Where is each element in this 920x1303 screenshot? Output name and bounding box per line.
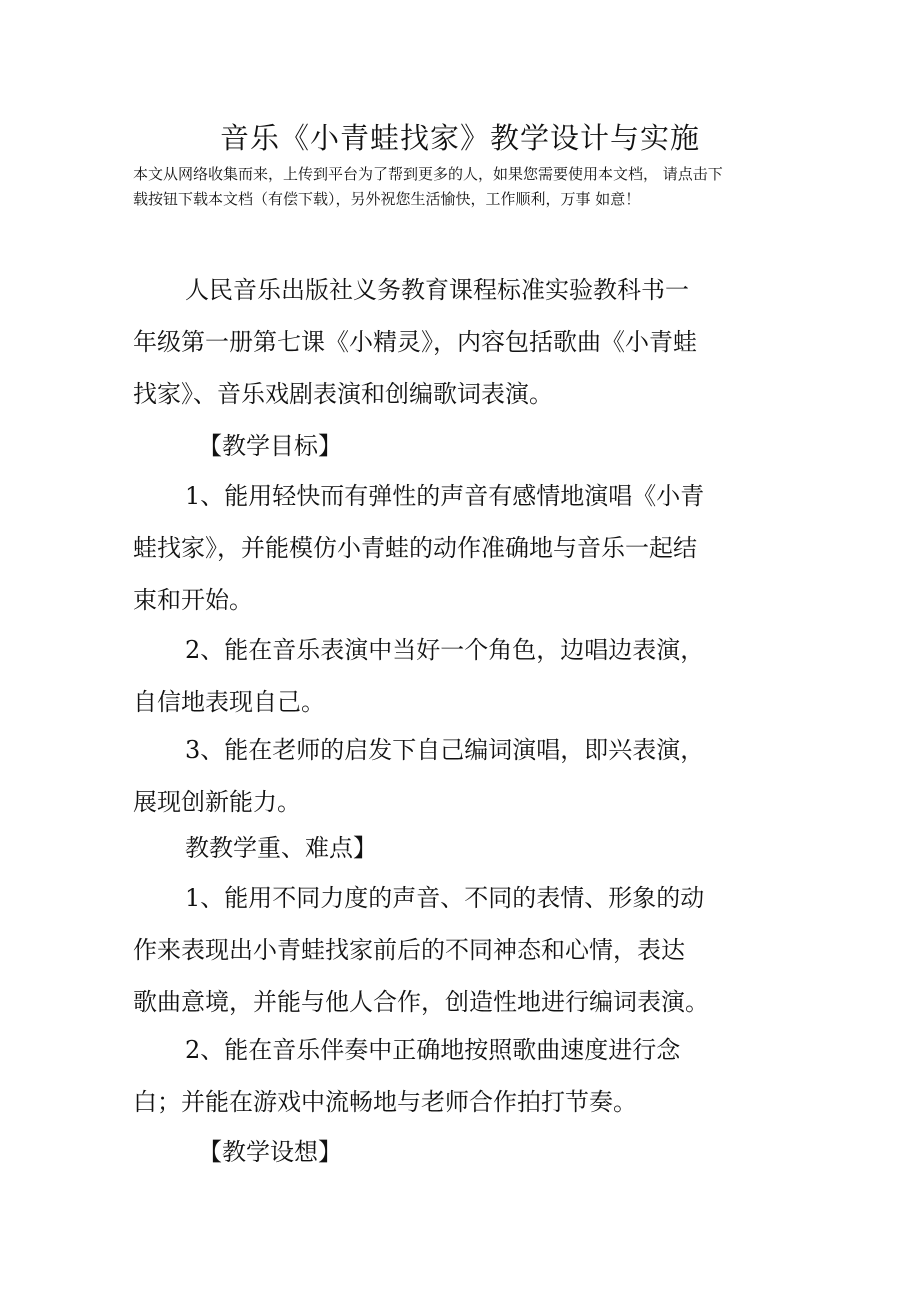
heading-teaching-goals: 【教学目标】 [198,432,342,460]
key-2-line: 2、能在音乐伴奏中正确地按照歌曲速度进行念 [185,1036,681,1064]
heading-key-points: 教教学重、难点】 [185,834,377,862]
intro-line: 年级第一册第七课《小精灵》，内容包括歌曲《小青蛙 [133,328,697,356]
goal-2-paragraph [133,624,743,728]
goal-2-line: 自信地表现自己。 [133,688,325,716]
heading-teaching-design: 【教学设想】 [198,1138,342,1166]
key-2-paragraph [133,1024,743,1128]
key-2-line: 白；并能在游戏中流畅地与老师合作拍打节奏。 [133,1088,637,1116]
notice-line: 载按钮下载本文档（有偿下载），另外祝您生活愉快，工作顺利，万事 如意！ [133,190,641,208]
key-1-paragraph [133,872,743,1028]
intro-line: 人民音乐出版社义务教育课程标准实验教科书一 [185,276,689,304]
goal-3-paragraph [133,724,743,828]
notice-line: 本文从网络收集而来，上传到平台为了帮到更多的人，如果您需要使用本文档， 请点击下 [133,165,723,183]
key-1-line: 歌曲意境，并能与他人合作，创造性地进行编词表演。 [133,988,709,1016]
document-title: 音乐《小青蛙找家》教学设计与实施 [219,121,700,155]
intro-line: 找家》、音乐戏剧表演和创编歌词表演。 [133,380,553,408]
key-1-line: 作来表现出小青蛙找家前后的不同神态和心情，表达 [133,936,685,964]
goal-3-line: 3、能在老师的启发下自己编词演唱，即兴表演， [185,736,705,764]
goal-3-line: 展现创新能力。 [133,788,301,816]
goal-1-line: 束和开始。 [133,586,253,614]
key-1-line: 1、能用不同力度的声音、不同的表情、形象的动 [185,884,705,912]
goal-1-line: 蛙找家》，并能模仿小青蛙的动作准确地与音乐一起结 [133,534,697,562]
goal-1-paragraph [133,470,743,626]
download-notice [133,162,793,212]
intro-paragraph [133,264,743,420]
goal-1-line: 1、能用轻快而有弹性的声音有感情地演唱《小青 [185,482,705,510]
goal-2-line: 2、能在音乐表演中当好一个角色，边唱边表演， [185,636,705,664]
